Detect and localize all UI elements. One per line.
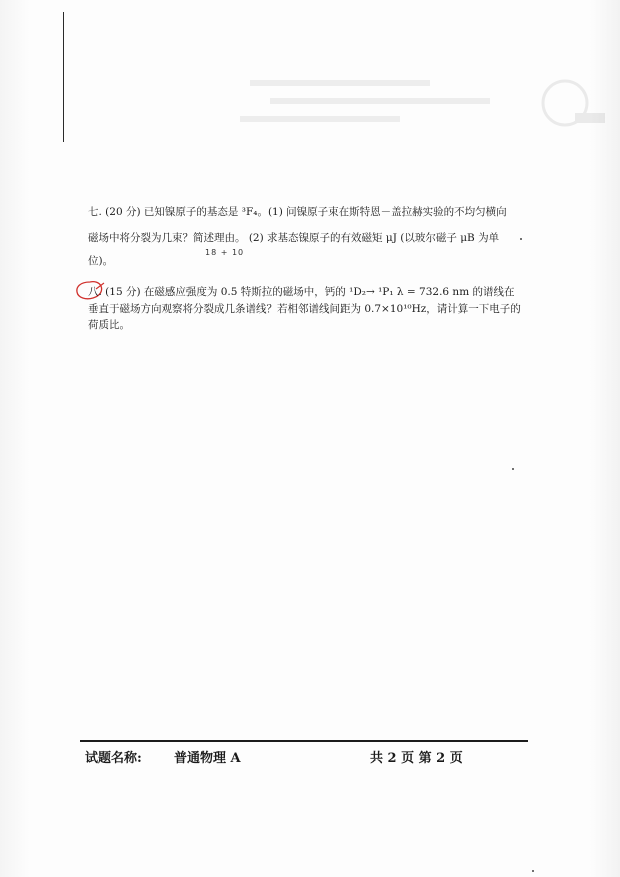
question-7-line-3: 位)。: [88, 255, 114, 267]
binding-margin-line: [63, 12, 64, 142]
footer-rule: [80, 740, 528, 742]
question-8-line-2: 垂直于磁场方向观察将分裂成几条谱线？若相邻谱线间距为 0.7×10¹⁰Hz，请计算一下电子的: [88, 303, 521, 315]
speck: [520, 238, 522, 240]
question-8-line-1: 八. (15 分) 在磁感应强度为 0.5 特斯拉的磁场中，钙的 ¹D₂→ ¹P₁ λ = 732.6 nm 的谱线在: [88, 286, 515, 298]
question-7-line-2: 磁场中将分裂为几束？简述理由。 (2) 求基态镍原子的有效磁矩 μJ (以玻尔磁子 μB 为单: [88, 232, 500, 244]
speck: [512, 468, 514, 470]
page-counter: 共 2 页 第 2 页: [370, 751, 463, 766]
speck: [532, 870, 534, 872]
seal-bleed-through: [520, 78, 610, 138]
exam-name: 普通物理 A: [174, 751, 241, 766]
handwritten-note: 18 + 10: [205, 248, 245, 257]
question-8-line-3: 荷质比。: [88, 319, 130, 331]
question-7-line-1: 七. (20 分) 已知镍原子的基态是 ³F₄。(1) 问镍原子束在斯特恩－盖拉赫实验的不均匀横向: [88, 206, 507, 218]
exam-name-label: 试题名称:: [85, 751, 142, 766]
bleed-through-text: [230, 70, 530, 130]
